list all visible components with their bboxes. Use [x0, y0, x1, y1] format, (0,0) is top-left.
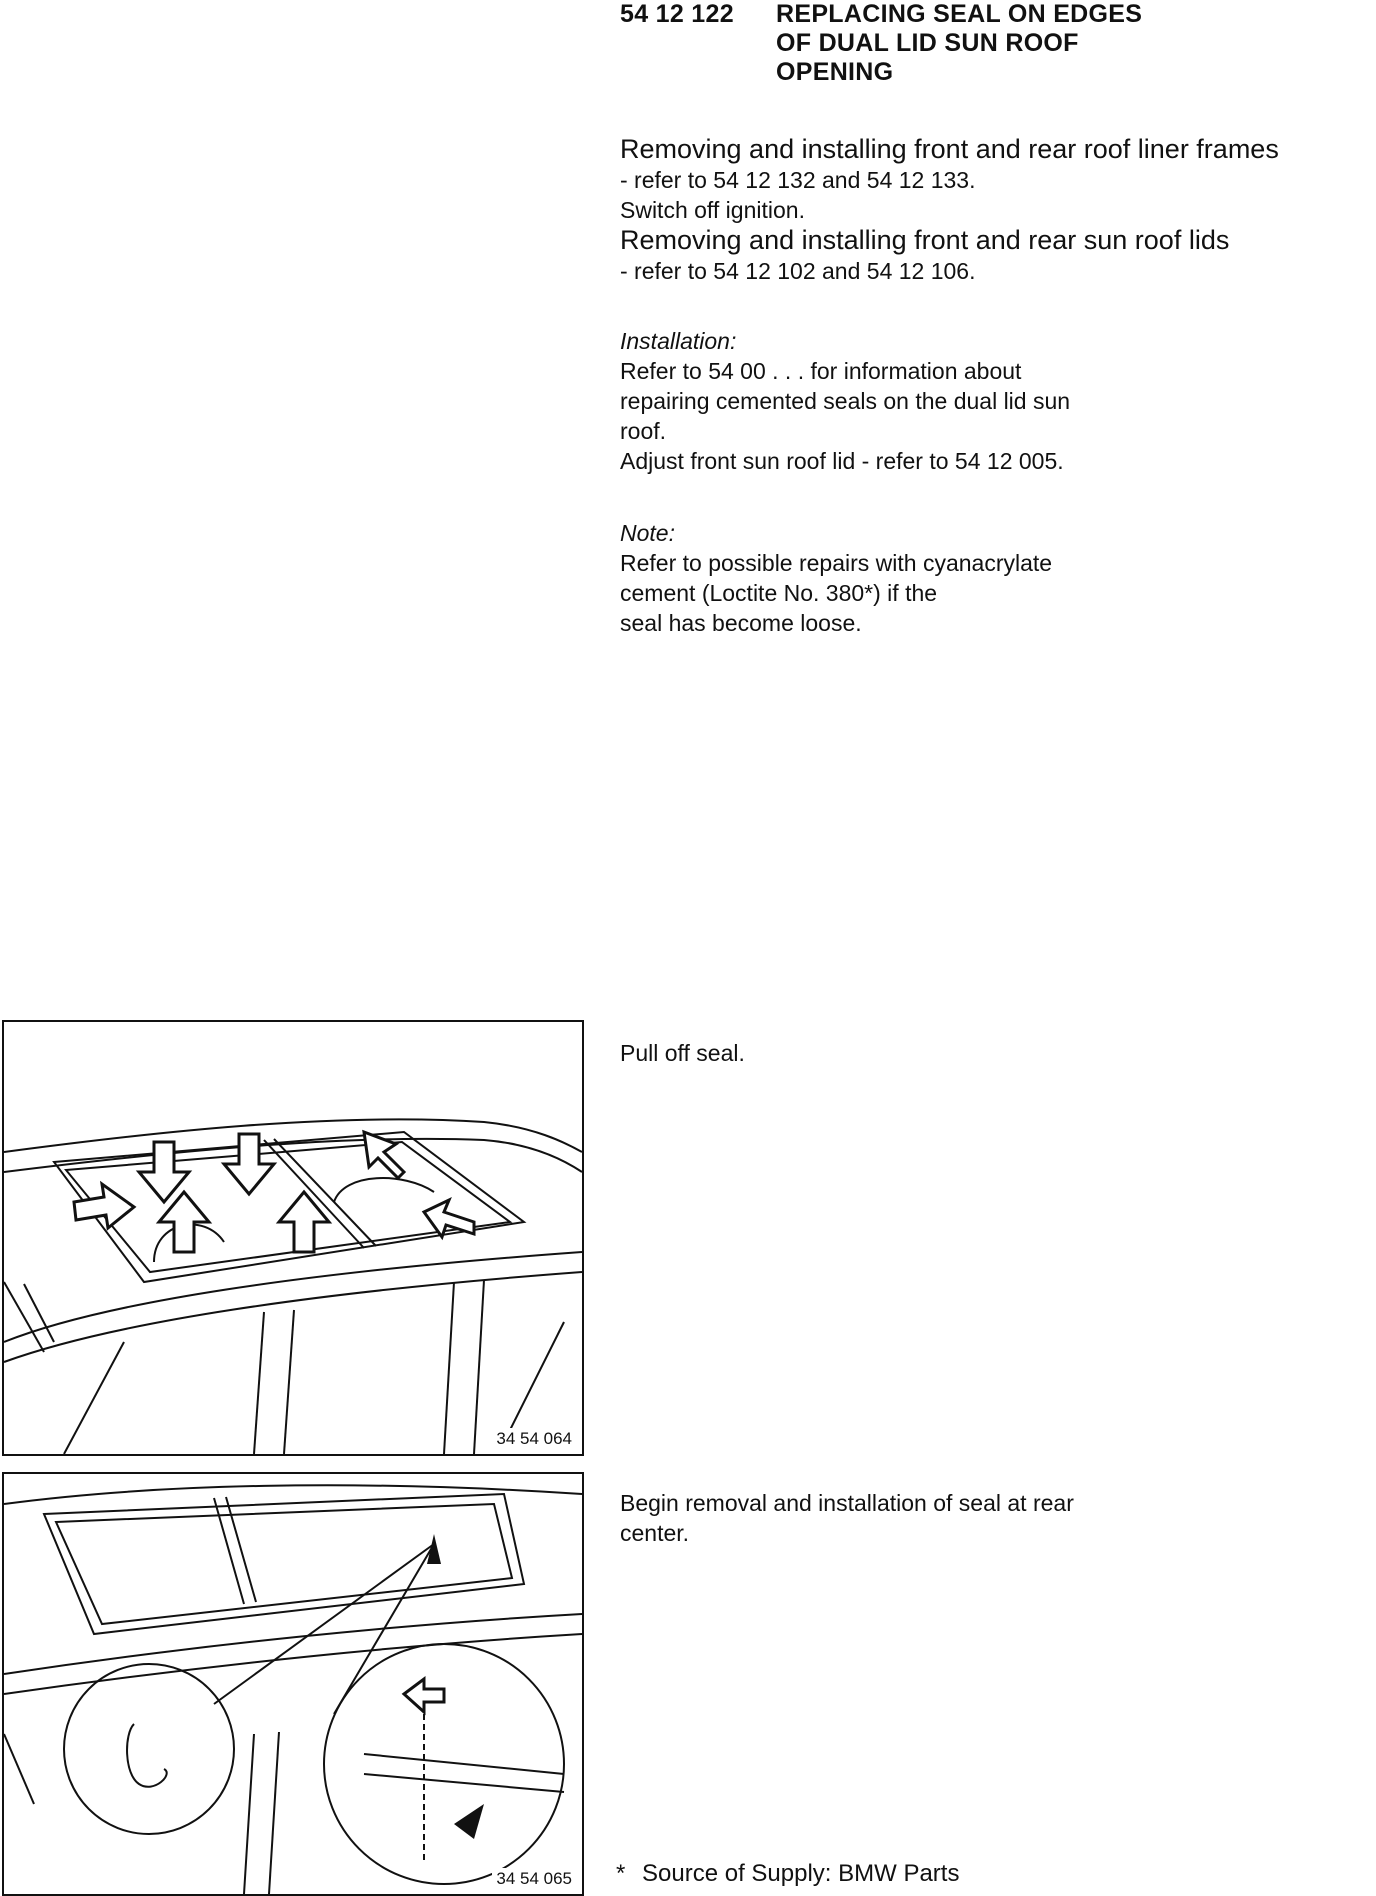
figure-pull-off-seal [2, 1020, 584, 1456]
intro-block [620, 134, 1360, 286]
note-block [620, 518, 1320, 638]
caption-line: Begin removal and installation of seal at rear [620, 1490, 1074, 1516]
caption-line: center. [620, 1520, 690, 1546]
note-line: Refer to possible repairs with cyanacrylate [620, 550, 1053, 576]
figure-label: 34 54 064 [492, 1428, 576, 1450]
installation-line: Refer to 54 00 . . . for information about [620, 358, 1022, 384]
footnote-marker: * [616, 1860, 626, 1887]
figure-begin-removal [2, 1472, 584, 1896]
figure-caption [620, 1488, 1074, 1548]
title-line: OPENING [776, 58, 894, 86]
procedure-title [776, 0, 1142, 87]
note-heading: Note: [620, 520, 675, 546]
title-line: OF DUAL LID SUN ROOF [776, 29, 1079, 57]
installation-line: Adjust front sun roof lid - refer to 54 12 005. [620, 448, 1064, 474]
footnote [616, 1860, 959, 1888]
intro-line: Removing and installing front and rear sun roof lids [620, 225, 1230, 255]
note-line: cement (Loctite No. 380*) if the [620, 580, 938, 606]
intro-line: - refer to 54 12 132 and 54 12 133. [620, 167, 976, 193]
title-line: REPLACING SEAL ON EDGES [776, 0, 1143, 28]
note-line: seal has become loose. [620, 610, 862, 636]
procedure-code: 54 12 122 [620, 0, 734, 28]
footnote-text: Source of Supply: BMW Parts [642, 1860, 960, 1887]
installation-heading: Installation: [620, 328, 737, 354]
installation-line: roof. [620, 418, 667, 444]
figure-label: 34 54 065 [492, 1868, 576, 1890]
sunroof-seal-arrows-illustration [4, 1022, 582, 1454]
figure-caption: Pull off seal. [620, 1040, 745, 1066]
installation-line: repairing cemented seals on the dual lid sun [620, 388, 1071, 414]
intro-line: - refer to 54 12 102 and 54 12 106. [620, 258, 976, 284]
seal-detail-illustration [4, 1474, 582, 1894]
intro-line: Removing and installing front and rear roof liner frames [620, 134, 1279, 164]
intro-line: Switch off ignition. [620, 197, 805, 223]
installation-block [620, 326, 1320, 476]
